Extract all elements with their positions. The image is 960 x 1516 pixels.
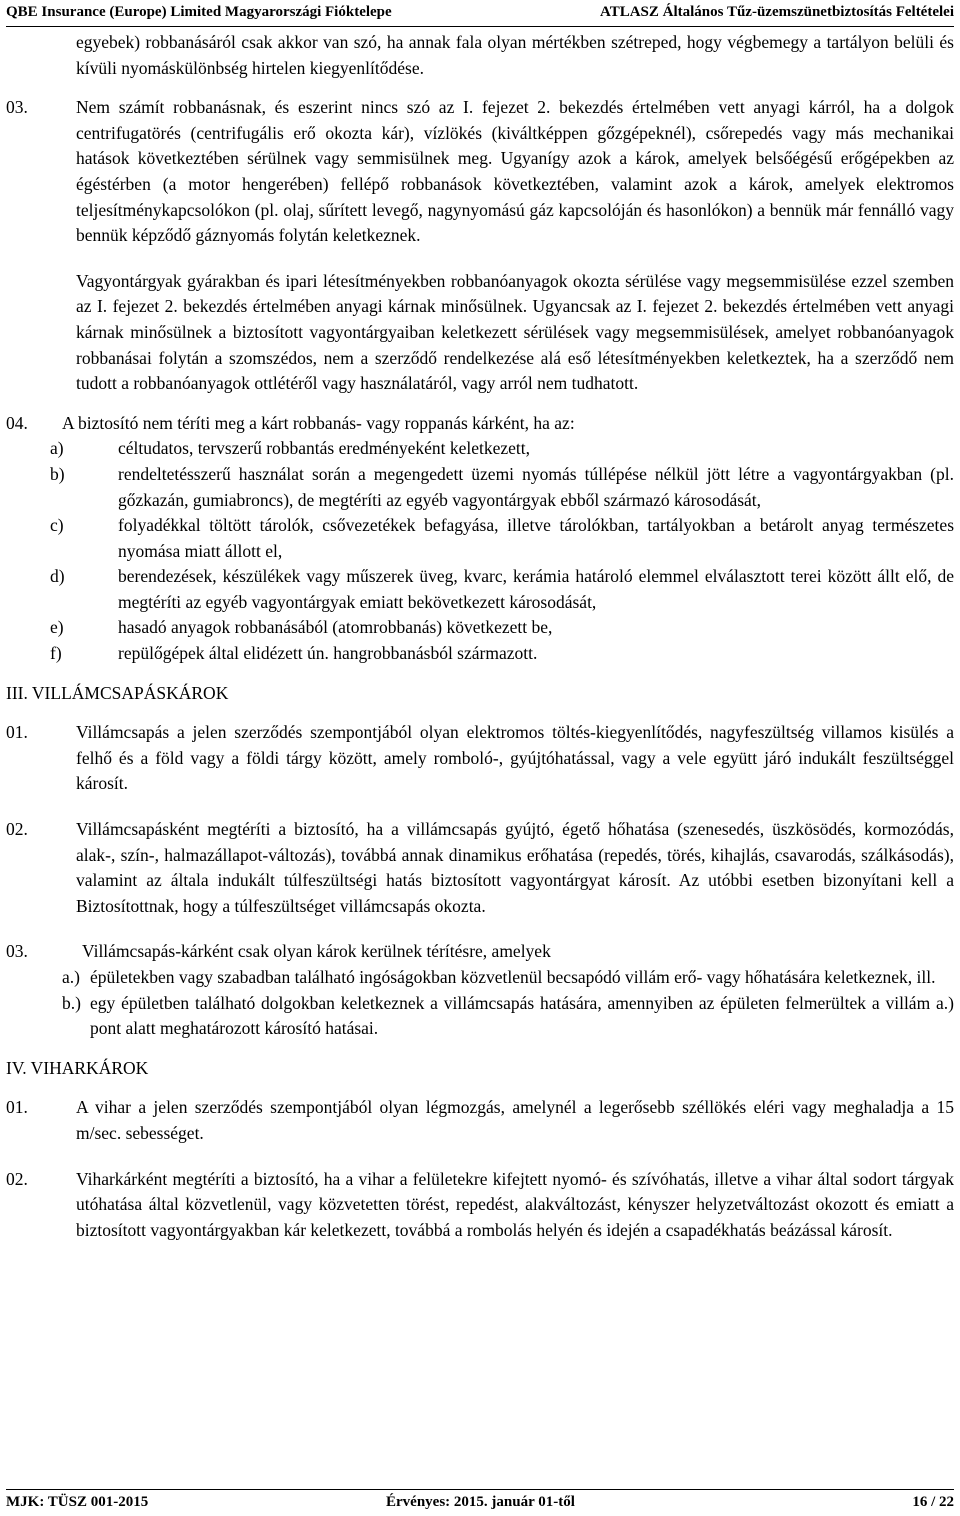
- paragraph-number: 04.: [6, 412, 28, 433]
- list-item-label: b): [50, 463, 65, 484]
- list-item: [6, 564, 954, 615]
- list-item-text: hasadó anyagok robbanásából (atomrobbanás) következett be,: [118, 617, 553, 638]
- list-item: [6, 641, 954, 667]
- paragraph-text: Nem számít robbanásnak, és eszerint nincs szó az I. fejezet 2. bekezdés értelmében vett anyagi kárról, ha a dolgok centrifugatörés (centrifugális erő okozta kár), vízlökés (kiváltképpen gőzgépeknél), csőrepedés vagy más mechanikai hatások következtében sérülnek vagy semmisülnek meg. Ugyanígy azok a károk, amelyek belsőégésű erőgépekben az égéstérben (a motor hengerében) fellépő robbanások következtében, valamint azok a károk, amelyek elektromos teljesítménykapcsolókon (pl. olaj, sűrített levegő, nagynyomású gáz kapcsolóján és hasonlókon) a bennük már fennálló vagy bennük képződő gáznyomás folytán keletkeznek.: [76, 97, 954, 246]
- paragraph-text: Viharkárként megtéríti a biztosító, ha a vihar a felületekre kifejtett nyomó- és szívóhatás, illetve a vihar által sodort tárgyak utóhatása által közvetlenül, vagy közvetetten törést, repedést, alakváltozást, kényszer helyzetváltozást okozott és emiatt a biztosított vagyontárgyakban kár keletkezett, továbbá a rombolás helyén és idején a csapadékhatás beázással károsít.: [76, 1168, 954, 1240]
- list-item: [6, 513, 954, 564]
- list-item-label: c): [50, 515, 64, 536]
- lightning-paragraph-01: [6, 720, 954, 797]
- header-company: QBE Insurance (Europe) Limited Magyarországi Fióktelepe: [6, 4, 392, 20]
- list-item: [6, 462, 954, 513]
- list-item-text: folyadékkal töltött tárolók, csővezetékek befagyása, illetve tárolókban, tartályokban a betárolt anyag természetes nyomása miatt állott el,: [118, 515, 954, 561]
- paragraph-number: 02.: [6, 819, 28, 840]
- list-item-text: repülőgépek által elidézett ún. hangrobbanásból származott.: [118, 643, 538, 664]
- list-item-text: egy épületben található dolgokban keletkeznek a villámcsapás hatására, amennyiben az épületen felmerültek a villám a.) pont alatt meghatározott károsító hatásai.: [90, 992, 954, 1039]
- list-item-label: d): [50, 566, 65, 587]
- paragraph-number: 03.: [6, 941, 28, 962]
- list-item: [6, 991, 954, 1042]
- paragraph-03-second: Vagyontárgyak gyárakban és ipari létesítményekben robbanóanyagok okozta sérülése vagy megsemmisülése ezzel szemben az I. fejezet 2. bekezdés értelmében anyagi kárnak minősülnek. Ugyancsak az I. fejezet 2. bekezdés értelmében vett anyagi kárnak minősülnek a biztosított vagyontárgyaiban keletkezett sérülések vagy megsemmisülések, amelyet robbanóanyagok robbanásai folytán a szomszédos, nem a szerződő rendelkezése alá eső létesítményekben keletkeztek, ha a szerződő nem tudott a robbanóanyagok ottlétéről vagy használatáról, vagy arról nem tudhatott.: [76, 270, 954, 394]
- section-heading-lightning: III. VILLÁMCSAPÁSKÁROK: [6, 682, 229, 703]
- paragraph-intro: A biztosító nem téríti meg a kárt robbanás- vagy roppanás kárként, ha az:: [62, 412, 575, 433]
- list-item-label: a.): [62, 967, 80, 987]
- lightning-paragraph-03: [6, 939, 954, 1041]
- header-document-title: ATLASZ Általános Tűz-üzemszünetbiztosítás Feltételei: [599, 4, 954, 20]
- storm-paragraph-01: [6, 1095, 954, 1146]
- list-item-label: e): [50, 617, 64, 638]
- section-heading-storm: IV. VIHARKÁROK: [6, 1057, 149, 1078]
- paragraph-04: [6, 411, 954, 667]
- paragraph-text: A vihar a jelen szerződés szempontjából olyan légmozgás, amelynél a legerősebb széllökés eléri vagy meghaladja a 15 m/sec. sebességet.: [76, 1097, 954, 1143]
- footer-validity: Érvényes: 2015. január 01-től: [386, 1494, 575, 1510]
- paragraph-03: [6, 95, 954, 249]
- list-item-label: b.): [62, 992, 81, 1013]
- list-item: [6, 965, 954, 991]
- list-item-text: céltudatos, tervszerű robbantás eredményeként keletkezett,: [118, 438, 531, 459]
- list-item-text: épületekben vagy szabadban található ingóságokban közvetlenül becsapódó villám erő- vagy hőhatására keletkeznek, ill.: [90, 967, 936, 987]
- paragraph-number: 02.: [6, 1168, 28, 1189]
- list-item: [6, 436, 954, 462]
- footer-page-number: 16 / 22: [912, 1494, 954, 1510]
- paragraph-text: Villámcsapásként megtéríti a biztosító, ha a villámcsapás gyújtó, égető hőhatása (szenesedés, üszkösödés, kormozódás, alak-, szín-, halmazállapot-változás), továbbá annak dinamikus erőhatása (repedés, törés, kihajlás, csavarodás, szálkásodás), valamint az általa indukált túlfeszültségi hatás biztosított vagyontárgyat károsít. Az utóbbi esetben bizonyítani kell a Biztosítottnak, hogy a túlfeszültséget villámcsapás okozta.: [76, 819, 954, 916]
- list-item-text: berendezések, készülékek vagy műszerek üveg, kvarc, kerámia határoló elemmel elválasztott terei között állt elő, de megtéríti az egyéb vagyontárgyak emiatt bekövetkezett károsodását,: [118, 566, 954, 612]
- paragraph-number: 01.: [6, 722, 28, 743]
- footer-document-code: MJK: TÜSZ 001-2015: [6, 1494, 149, 1510]
- continued-paragraph: egyebek) robbanásáról csak akkor van szó, ha annak fala olyan mértékben szétreped, hogy végbemegy a tartályon belüli és kívüli nyomáskülönbség hirtelen kiegyenlítődése.: [76, 32, 954, 78]
- document-body: [6, 30, 954, 1243]
- paragraph-text: Villámcsapás a jelen szerződés szempontjából olyan elektromos töltés-kiegyenlítődés, nagyfeszültség villamos kisülés a felhő és a föld vagy a földi tárgy között, amely romboló-, gyújtóhatással, vagy a vele együtt járó indukált feszültséggel károsít.: [76, 722, 954, 794]
- page-header: [6, 2, 954, 27]
- paragraph-number: 01.: [6, 1097, 28, 1118]
- list-item-label: f): [50, 643, 62, 664]
- list-item-text: rendeltetésszerű használat során a megengedett üzemi nyomás túllépése nélkül jött létre a vagyontárgyakban (pl. gőzkazán, gumiabroncs), de megtéríti az egyéb vagyontárgyak ebből származó károsodását,: [118, 463, 954, 510]
- paragraph-number: 03.: [6, 97, 28, 118]
- page-footer: [6, 1489, 954, 1514]
- list-item-label: a): [50, 438, 64, 459]
- lightning-paragraph-02: [6, 817, 954, 919]
- paragraph-intro: Villámcsapás-kárként csak olyan károk kerülnek térítésre, amelyek: [82, 941, 551, 962]
- list-item: [6, 615, 954, 641]
- storm-paragraph-02: [6, 1167, 954, 1244]
